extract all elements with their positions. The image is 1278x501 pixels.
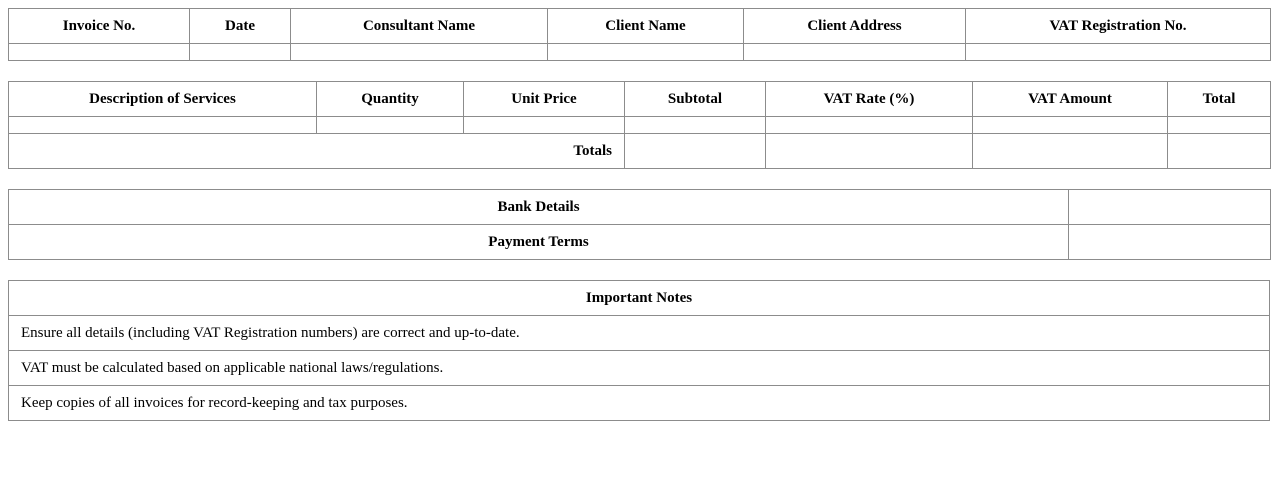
client-name-header: Client Name [548, 9, 744, 44]
description-header: Description of Services [9, 82, 317, 117]
note-item: Ensure all details (including VAT Registration numbers) are correct and up-to-date. [9, 316, 1270, 351]
unit-price-header: Unit Price [464, 82, 625, 117]
invoice-no-cell[interactable] [9, 44, 190, 61]
payment-terms-cell[interactable] [1069, 225, 1271, 260]
bank-details-label: Bank Details [9, 190, 1069, 225]
totals-total-cell[interactable] [1168, 134, 1271, 169]
client-name-cell[interactable] [548, 44, 744, 61]
payment-terms-label: Payment Terms [9, 225, 1069, 260]
services-data-row [9, 117, 1271, 134]
notes-title-row [9, 281, 1270, 316]
note-row [9, 386, 1270, 421]
client-address-header: Client Address [744, 9, 966, 44]
vat-rate-cell[interactable] [766, 117, 973, 134]
subtotal-header: Subtotal [625, 82, 766, 117]
notes-title: Important Notes [9, 281, 1270, 316]
subtotal-cell[interactable] [625, 117, 766, 134]
services-header-row [9, 82, 1271, 117]
quantity-cell[interactable] [317, 117, 464, 134]
services-table [8, 81, 1271, 169]
note-item: VAT must be calculated based on applicable national laws/regulations. [9, 351, 1270, 386]
date-cell[interactable] [190, 44, 291, 61]
consultant-name-cell[interactable] [291, 44, 548, 61]
client-address-cell[interactable] [744, 44, 966, 61]
payment-terms-row [9, 225, 1271, 260]
vat-amount-header: VAT Amount [973, 82, 1168, 117]
unit-price-cell[interactable] [464, 117, 625, 134]
vat-amount-cell[interactable] [973, 117, 1168, 134]
date-header: Date [190, 9, 291, 44]
totals-row [9, 134, 1271, 169]
totals-subtotal-cell[interactable] [625, 134, 766, 169]
totals-vat-amount-cell[interactable] [973, 134, 1168, 169]
vat-registration-header: VAT Registration No. [966, 9, 1271, 44]
vat-registration-cell[interactable] [966, 44, 1271, 61]
note-row [9, 351, 1270, 386]
payment-table [8, 189, 1271, 260]
vat-rate-header: VAT Rate (%) [766, 82, 973, 117]
total-cell[interactable] [1168, 117, 1271, 134]
consultant-name-header: Consultant Name [291, 9, 548, 44]
total-header: Total [1168, 82, 1271, 117]
bank-details-cell[interactable] [1069, 190, 1271, 225]
note-item: Keep copies of all invoices for record-keeping and tax purposes. [9, 386, 1270, 421]
invoice-header-table [8, 8, 1271, 61]
totals-label: Totals [9, 134, 625, 169]
description-cell[interactable] [9, 117, 317, 134]
quantity-header: Quantity [317, 82, 464, 117]
notes-table [8, 280, 1270, 421]
invoice-data-row [9, 44, 1271, 61]
invoice-header-row [9, 9, 1271, 44]
bank-details-row [9, 190, 1271, 225]
invoice-no-header: Invoice No. [9, 9, 190, 44]
totals-vat-rate-cell[interactable] [766, 134, 973, 169]
note-row [9, 316, 1270, 351]
